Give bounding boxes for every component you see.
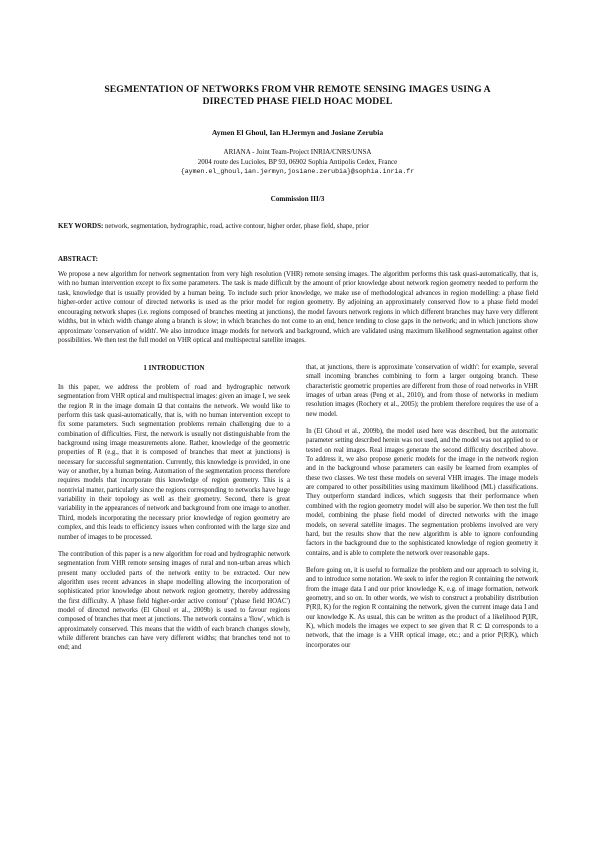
paragraph: In this paper, we address the problem of road and hydrographic network segmentation from VHR optical and multispectral images: given an image I, we seek the region R in the image domain Ω that contains the network. We would like to perform this task quasi-automatically, that is, with no human intervention except to fix some parameters. Such segmentation problems remain challenging due to a combination of difficulties. First, the network is usually not distinguishable from the background using image measurements alone. Rather, knowledge of the geometric properties of R (e.g., that it is composed of branches that meet at junctions) is necessary for successful segmentation. Currently, this knowledge is provided, in one way or another, by a human being. Automation of the segmentation process therefore requires models that incorporate this knowledge of region geometry. This is a nontrivial matter, particularly since the regions corresponding to networks have huge variability in their topology as well as their geometry. Second, there is great variability in the appearances of network and background from one image to another. Third, models incorporating the necessary prior knowledge of region geometry are complex, and this leads to efficiency issues when confronted with the large size and number of images to be processed. <box>58 384 290 541</box>
authors: Aymen El Ghoul, Ian H.Jermyn and Josiane Zerubia <box>211 128 384 137</box>
affiliation-line-2: 2004 route des Lucioles, BP 93, 06902 Sophia Antipolis Cedex, France <box>197 157 398 166</box>
title-line-1: SEGMENTATION OF NETWORKS FROM VHR REMOTE SENSING IMAGES USING A <box>104 84 491 95</box>
commission: Commission III/3 <box>270 195 325 203</box>
affiliation <box>0 148 595 177</box>
right-column <box>306 363 538 658</box>
keywords <box>58 222 538 230</box>
author-emails: {aymen.el_ghoul,ian.jermyn,josiane.zerubia}@sophia.inria.fr <box>180 168 415 176</box>
keywords-list: network, segmentation, hydrographic, road, active contour, higher order, phase field, shape, prior <box>105 223 369 230</box>
paper-title <box>50 84 545 108</box>
title-line-2: DIRECTED PHASE FIELD HOAC MODEL <box>202 96 393 107</box>
keywords-label: KEY WORDS: <box>58 222 104 230</box>
left-column <box>58 383 290 661</box>
abstract-body: We propose a new algorithm for network segmentation from very high resolution (VHR) remote sensing images. The algorithm performs this task quasi-automatically, that is, with no human intervention except to fix some parameters. The task is made difficult by the amount of prior knowledge about network region geometry needed to perform the task, knowledge that is usually provided by a human being. To include such prior knowledge, we make use of methodological advances in region modelling: a phase field higher-order active contour of directed networks is used as the prior model for region geometry. By adjoining an approximately conserved flow to a phase field model encouraging network shapes (i.e. regions composed of branches meeting at junctions), the model favours network regions in which different branches may have very different widths, but in which width change along a branch is slow; in which branches do not come to an end, hence tending to close gaps in the network; and in which junctions show approximate 'conservation of width'. We also introduce image models for network and background, which are validated using maximum likelihood segmentation against other possibilities. We then test the full model on VHR optical and multispectral satellite images. <box>58 271 538 345</box>
paragraph: The contribution of this paper is a new algorithm for road and hydrographic network segmentation from VHR remote sensing images of rural and non-urban areas which present many occluded parts of the network entity to be extracted. Our new algorithm uses recent advances in shape modelling allowing the incorporation of sophisticated prior knowledge about network region geometry, thereby addressing the first difficulty. A 'phase field higher-order active contour' ('phase field HOAC') model of directed networks (El Ghoul et al., 2009b) is used to favour regions composed of branches that meet at junctions. The network contains a 'flow', which is approximately conserved. This means that the width of each branch changes slowly, while different branches can have very different widths; that branches tend not to end; and <box>58 550 290 652</box>
section-heading-introduction: 1 INTRODUCTION <box>143 364 205 372</box>
abstract-heading: ABSTRACT: <box>58 255 98 263</box>
paragraph: In (El Ghoul et al., 2009b), the model used here was described, but the automatic parameter setting described herein was not used, and the model was not applied to or tested on real images. Real images generate the second difficulty described above. To address it, we also propose generic models for the image in the network region and in the background whose parameters can easily be learned from examples of these two classes. We test these models on several VHR images. The image models are compared to other possibilities using maximum likelihood (ML) classifications. They outperform standard indices, which suggests that their performance when combined with the region geometry model will also be superior. We then test the full model, combining the phase field model of directed networks with the image models, on several satellite images. The segmentation problems involved are very hard, but the results show that the new algorithm is able to ignore confounding factors in the background due to the sophisticated knowledge of region geometry it contains, and is able to complete the network over reasonable gaps. <box>306 428 538 557</box>
affiliation-line-1: ARIANA - Joint Team-Project INRIA/CNRS/UNSA <box>223 148 372 156</box>
paragraph: that, at junctions, there is approximate 'conservation of width': for example, several small incoming branches combining to form a larger outgoing branch. These characteristic geometric properties are different from those of road networks in VHR images of urban areas (Peng et al., 2010), and from those of networks in medium resolution images (Rochery et al., 2005); the problem therefore requires the use of a new model. <box>306 364 538 418</box>
paragraph: Before going on, it is useful to formalize the problem and our approach to solving it, and to introduce some notation. We seek to infer the region R containing the network from the image data I and our prior knowledge K, e.g. of image formation, network geometry, and so on. In other words, we wish to construct a probability distribution P(R|I, K) for the region R containing the network, given the current image data I and our knowledge K. As usual, this can be written as the product of a likelihood P(I|R, K), which models the images we expect to see given that R ⊂ Ω corresponds to a network, that the image is a VHR optical image, etc.; and a prior P(R|K), which incorporates our <box>306 566 538 649</box>
